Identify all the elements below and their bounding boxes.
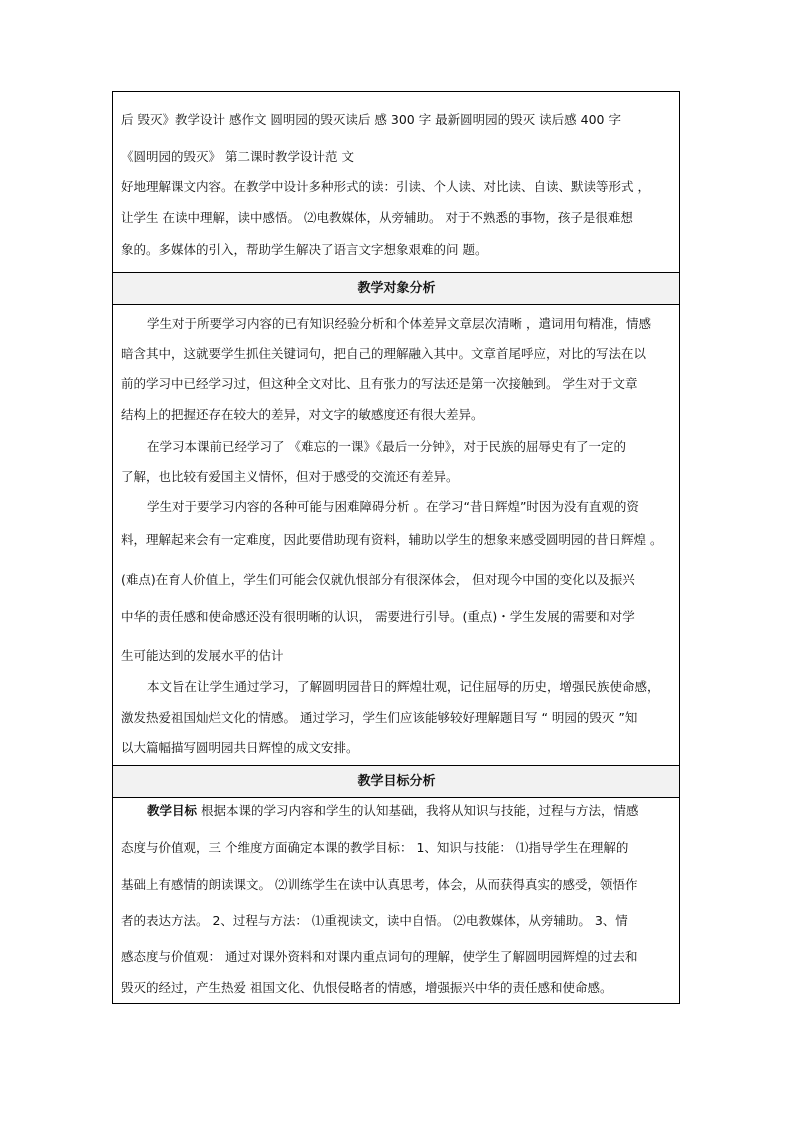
body-line: 料，理解起来会有一定难度，因此要借助现有资料，辅助以学生的想象来感受圆明园的昔日辉煌 。 <box>121 532 663 547</box>
body-line: 结构上的把握还存在较大的差异，对文字的敏感度还有很大差异。 <box>121 407 484 422</box>
body-line: 生可能达到的发展水平的估计 <box>121 648 284 663</box>
goal-line: 根据本课的学习内容和学生的认知基础，我将从知识与技能，过程与方法，情感 <box>197 803 639 818</box>
goal-line: 基础上有感情的朗读课文。 ⑵训练学生在读中认真思考，体会，从而获得真实的感受，领悟作 <box>121 877 638 892</box>
intro-line: 象的。多媒体的引入，帮助学生解决了语言文字想象艰难的问 题。 <box>121 242 488 257</box>
body-line: 中华的责任感和使命感还没有很明晰的认识， 需要进行引导。(重点)・学生发展的需要和对学 <box>121 609 635 624</box>
body-line: (难点)在育人价值上，学生们可能会仅就仇恨部分有很深体会， 但对现今中国的变化以及振兴 <box>121 572 635 587</box>
body-line: 激发热爱祖国灿烂文化的情感。 通过学习，学生们应该能够较好理解题目写 “ 明园的毁灭 ”知 <box>121 710 638 725</box>
section-heading-student-analysis: 教学对象分析 <box>113 272 679 304</box>
goal-line: 毁灭的经过，产生热爱 祖国文化、仇恨侵略者的情感，增强振兴中华的责任感和使命感。 <box>121 980 613 995</box>
intro-line: 《圆明园的毁灭》 第二课时教学设计范 文 <box>121 149 354 164</box>
goal-line: 感态度与价值观： 通过对课外资料和对课内重点词句的理解，使学生了解圆明园辉煌的过去和 <box>121 949 638 964</box>
intro-line: 让学生 在读中理解，读中感悟。 ⑵电教媒体，从旁辅助。 对于不熟悉的事物，孩子是很难想 <box>121 210 633 225</box>
body-line: 学生对于要学习内容的各种可能与困难障碍分析 。在学习“昔日辉煌”时因为没有直观的资 <box>147 499 639 514</box>
body-line: 前的学习中已经学习过，但这种全文对比、且有张力的写法还是第一次接触到。 学生对于文章 <box>121 376 638 391</box>
goal-line: 态度与价值观，三 个维度方面确定本课的教学目标： 1、知识与技能： ⑴指导学生在理解的 <box>121 840 629 855</box>
goal-label: 教学目标 <box>147 803 198 818</box>
intro-line: 后 毁灭》教学设计 感作文 圆明园的毁灭读后 感 300 字 最新圆明园的毁灭 读后感 400 字 <box>121 112 621 127</box>
body-line: 在学习本课前已经学习了 《难忘的一课》《最后一分钟》，对于民族的屈辱史有了一定的 <box>147 439 626 454</box>
goal-line: 者的表达方法。 2、过程与方法： ⑴重视读文，读中自悟。 ⑵电教媒体，从旁辅助。 3、情 <box>121 913 628 928</box>
body-line: 了解，也比较有爱国主义情怀，但对于感受的交流还有差异。 <box>121 469 459 484</box>
section-heading-goal-analysis: 教学目标分析 <box>113 765 679 797</box>
body-line: 暗含其中，这就要学生抓住关键词句，把自己的理解融入其中。文章首尾呼应，对比的写法在以 <box>121 346 647 361</box>
goal-analysis-cell <box>113 797 679 1003</box>
goal-line-first <box>147 801 639 819</box>
body-line: 学生对于所要学习内容的已有知识经验分析和个体差异文章层次清晰 ，遣词用句精准，情感 <box>147 316 651 331</box>
intro-line: 好地理解课文内容。在教学中设计多种形式的读：引读、个人读、对比读、自读、默读等形式 ， <box>121 179 650 194</box>
body-line: 本文旨在让学生通过学习，了解圆明园昔日的辉煌壮观，记住屈辱的历史，增强民族使命感， <box>147 679 660 694</box>
body-line: 以大篇幅描写圆明园共日辉惶的成文安排。 <box>121 740 359 755</box>
